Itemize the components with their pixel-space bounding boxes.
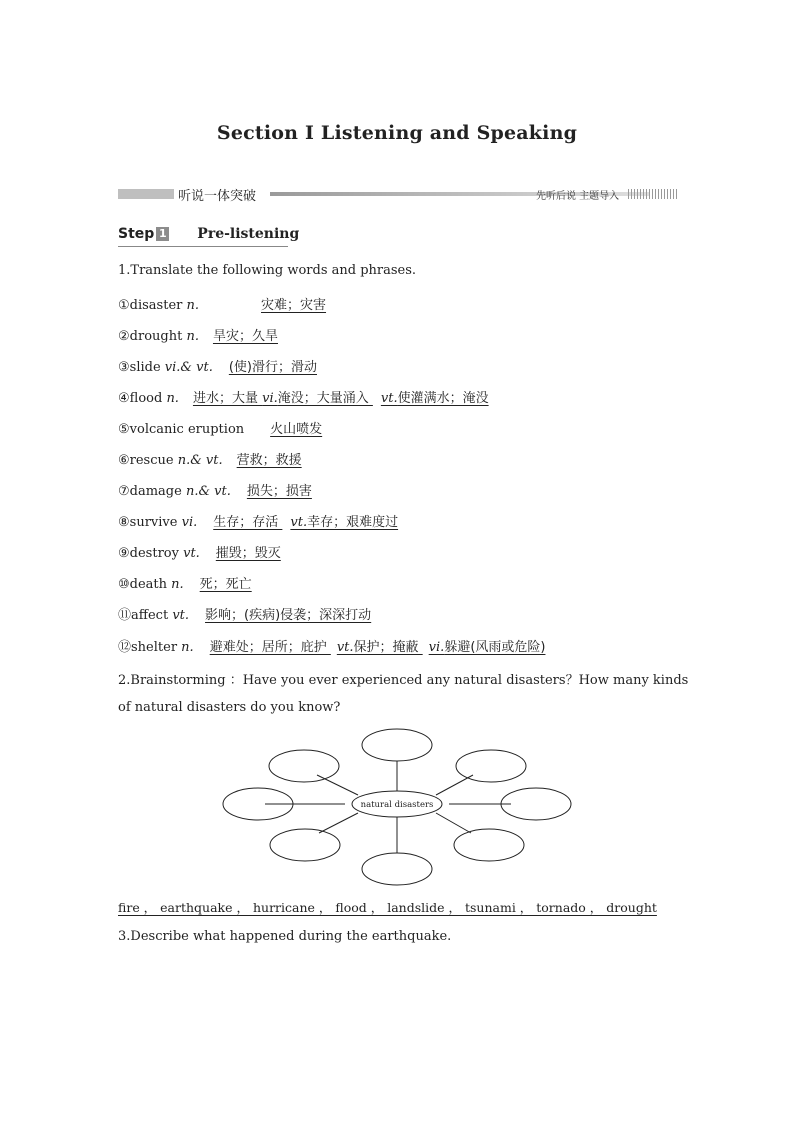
vocab-item-disaster (118, 294, 326, 313)
blank-node-top (362, 729, 432, 761)
vocab-word: ⑨destroy (118, 546, 184, 561)
spoke-lower-left (319, 813, 358, 833)
step-underline (118, 246, 288, 247)
vocab-pos: n. (186, 329, 199, 344)
question-2-line-2: of natural disasters do you know? (118, 700, 341, 715)
vocab-pos: vi.& vt. (164, 360, 213, 375)
vocab-pos: n. (171, 577, 184, 592)
vocab-item-flood (118, 387, 489, 406)
blank-node-lower-right (454, 829, 524, 861)
vocab-pos-vt: vt. (380, 391, 398, 406)
spoke-lower-right (436, 813, 471, 833)
banner-right-label: 先听后说 主题导入 (536, 191, 620, 202)
vocab-answer-vt: 使灌满水；淹没 (397, 391, 489, 406)
vocab-item-drought (118, 325, 278, 344)
vocab-answer: 进水；大量 (192, 391, 263, 406)
step-heading (118, 226, 299, 242)
vocab-word: ⑩death (118, 577, 172, 592)
vocab-pos: n.& vt. (185, 484, 231, 499)
vocab-word: ⑪affect (118, 608, 173, 623)
vocab-item-damage (118, 480, 312, 499)
vocab-pos: vi. (181, 515, 198, 530)
vocab-item-death (118, 573, 252, 592)
vocab-answer-vt: 幸存；艰难度过 (307, 515, 399, 530)
center-node-label: natural disasters (360, 800, 434, 810)
question-3: 3.Describe what happened during the earthquake. (118, 929, 452, 944)
banner-bar-left (118, 189, 174, 199)
vocab-word: ②drought (118, 329, 187, 344)
vocab-word: ⑥rescue (118, 453, 178, 468)
vocab-item-destroy (118, 542, 281, 561)
blank-node-upper-right (456, 750, 526, 782)
step-name: Pre-listening (197, 226, 300, 242)
blank-node-upper-left (269, 750, 339, 782)
spoke-upper-left (317, 775, 358, 795)
vocab-item-slide (118, 356, 317, 375)
vocab-word: ⑫shelter (118, 640, 182, 655)
brainstorm-diagram (215, 725, 575, 887)
step-number-badge: 1 (156, 227, 169, 241)
vocab-word: ⑤volcanic eruption (118, 422, 245, 437)
vocab-word: ①disaster (118, 298, 187, 313)
banner-tick-marks (628, 189, 678, 199)
vocab-answer: 灾难；灾害 (261, 298, 327, 313)
vocab-item-survive (118, 511, 398, 530)
step-word: Step (118, 226, 155, 242)
brainstorm-answer: fire ， earthquake ， hurricane ， flood ， landslide ， tsunami ， tornado ， drought (118, 900, 657, 915)
vocab-word: ⑧survive (118, 515, 182, 530)
vocab-answer: 影响；(疾病)侵袭；深深打动 (205, 608, 372, 623)
vocab-answer: 摧毁；毁灭 (215, 546, 281, 561)
vocab-pos: n.& vt. (177, 453, 223, 468)
vocab-answer: 死；死亡 (199, 577, 252, 592)
vocab-answer-vi: 淹没；大量涌入 (277, 391, 373, 406)
question-1: 1.Translate the following words and phrases. (118, 263, 417, 278)
vocab-item-shelter (118, 636, 545, 655)
vocab-pos: n. (181, 640, 194, 655)
vocab-answer: 生存；存活 (213, 515, 283, 530)
vocab-pos: n. (166, 391, 179, 406)
vocab-word: ③slide (118, 360, 165, 375)
vocab-answer: 火山喷发 (270, 422, 323, 437)
banner-label: 听说一体突破 (178, 189, 257, 204)
vocab-pos: vt. (183, 546, 200, 561)
blank-node-right (501, 788, 571, 820)
vocab-pos-vi: vi. (428, 640, 445, 655)
vocab-answer: 旱灾；久旱 (212, 329, 278, 344)
blank-node-bottom (362, 853, 432, 885)
vocab-answer: 避难处；居所；庇护 (209, 640, 331, 655)
question-2-line-1: 2.Brainstorming ：Have you ever experienced any natural disasters？How many kinds (118, 673, 689, 688)
vocab-pos-vt: vt. (336, 640, 354, 655)
vocab-answer: (使)滑行；滑动 (228, 360, 317, 375)
vocab-answer-vi: 躲避(风雨或危险) (444, 640, 546, 655)
vocab-pos-vi: vi. (262, 391, 278, 406)
vocab-pos: n. (186, 298, 200, 313)
section-banner (118, 186, 678, 202)
vocab-answer-vt: 保护；掩蔽 (353, 640, 423, 655)
vocab-pos-vt: vt. (290, 515, 308, 530)
page-title: Section Ⅰ Listening and Speaking (216, 122, 578, 144)
vocab-answer: 损失；损害 (246, 484, 312, 499)
blank-node-lower-left (270, 829, 340, 861)
vocab-answer: 营救；救援 (236, 453, 302, 468)
vocab-item-rescue (118, 449, 302, 468)
vocab-word: ⑦damage (118, 484, 186, 499)
vocab-item-affect (118, 604, 371, 623)
vocab-pos: vt. (172, 608, 190, 623)
vocab-item-volcanic-eruption (118, 418, 322, 437)
vocab-word: ④flood (118, 391, 167, 406)
